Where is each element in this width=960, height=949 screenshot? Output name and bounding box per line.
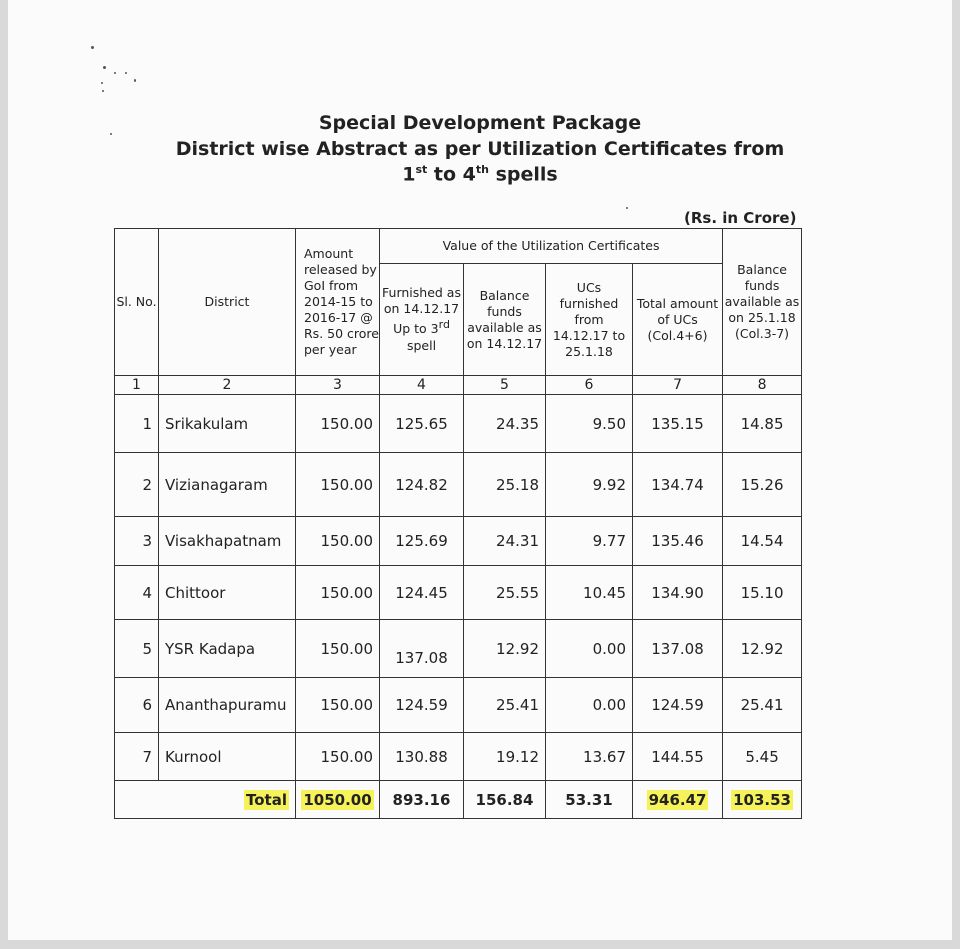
row-balance1: 12.92 [464,620,546,678]
row-balance1: 19.12 [464,733,546,781]
col-number: 5 [464,376,546,395]
row-released: 150.00 [296,678,380,733]
row-balance1: 24.35 [464,395,546,453]
row-furnished: 124.45 [380,566,464,620]
row-sl: 2 [115,453,159,517]
table-row [115,566,802,620]
row-balance2: 14.85 [723,395,802,453]
col-number: 1 [115,376,159,395]
row-balance1: 24.31 [464,517,546,566]
total-row [115,781,802,819]
row-furnished: 124.82 [380,453,464,517]
total-total-cell [633,781,723,819]
table-row [115,517,802,566]
col-number: 2 [159,376,296,395]
row-balance2: 15.10 [723,566,802,620]
header-furnished: Furnished as on 14.12.17 Up to 3rd spell [380,264,464,376]
abstract-table [114,228,802,819]
row-balance2: 14.54 [723,517,802,566]
row-balance2: 12.92 [723,620,802,678]
total-total: 946.47 [648,790,707,809]
unit-note: (Rs. in Crore) [684,209,797,227]
header-value-group: Value of the Utilization Certificates [380,229,723,264]
row-furnished: 125.65 [380,395,464,453]
row-balance1: 25.18 [464,453,546,517]
row-released: 150.00 [296,395,380,453]
row-ucs: 9.77 [546,517,633,566]
row-district: Srikakulam [159,395,296,453]
row-total: 144.55 [633,733,723,781]
table-row [115,733,802,781]
row-released: 150.00 [296,620,380,678]
table-row [115,678,802,733]
row-furnished: 137.08 [380,620,464,678]
total-furnished: 893.16 [380,781,464,819]
title-line-1: Special Development Package [318,112,642,134]
row-balance2: 25.41 [723,678,802,733]
row-total: 135.46 [633,517,723,566]
column-number-row [115,376,802,395]
row-total: 135.15 [633,395,723,453]
row-sl: 6 [115,678,159,733]
row-district: Ananthapuramu [159,678,296,733]
total-released: 1050.00 [303,790,372,809]
row-sl: 3 [115,517,159,566]
total-label-cell [115,781,296,819]
row-total: 137.08 [633,620,723,678]
row-balance1: 25.55 [464,566,546,620]
row-released: 150.00 [296,733,380,781]
total-balance2: 103.53 [733,790,791,809]
row-district: YSR Kadapa [159,620,296,678]
row-district: Visakhapatnam [159,517,296,566]
row-total: 134.74 [633,453,723,517]
row-balance1: 25.41 [464,678,546,733]
row-furnished: 124.59 [380,678,464,733]
row-balance2: 15.26 [723,453,802,517]
header-sl-no: Sl. No. [115,229,159,376]
row-ucs: 9.92 [546,453,633,517]
row-released: 150.00 [296,453,380,517]
row-sl: 1 [115,395,159,453]
row-released: 150.00 [296,517,380,566]
total-balance2-cell [723,781,802,819]
row-district: Vizianagaram [159,453,296,517]
row-sl: 5 [115,620,159,678]
table-row [115,395,802,453]
row-released: 150.00 [296,566,380,620]
row-balance2: 5.45 [723,733,802,781]
total-label: Total [246,790,287,809]
col-number: 3 [296,376,380,395]
row-total: 134.90 [633,566,723,620]
header-balance-1412: Balance funds available as on 14.12.17 [464,264,546,376]
total-ucs: 53.31 [546,781,633,819]
table-row [115,620,802,678]
header-ucs-furnished: UCs furnished from 14.12.17 to 25.1.18 [546,264,633,376]
row-furnished: 130.88 [380,733,464,781]
col-number: 4 [380,376,464,395]
col-number: 6 [546,376,633,395]
row-district: Chittoor [159,566,296,620]
row-sl: 4 [115,566,159,620]
row-ucs: 9.50 [546,395,633,453]
header-total-ucs: Total amount of UCs (Col.4+6) [633,264,723,376]
total-balance1: 156.84 [464,781,546,819]
row-furnished: 125.69 [380,517,464,566]
row-total: 124.59 [633,678,723,733]
row-ucs: 0.00 [546,620,633,678]
row-ucs: 10.45 [546,566,633,620]
title-line-2: District wise Abstract as per Utilization Certificates from [175,138,785,160]
total-released-cell [296,781,380,819]
col-number: 8 [723,376,802,395]
header-balance-2501: Balance funds available as on 25.1.18 (Col.3-7) [723,229,802,376]
table-row [115,453,802,517]
row-ucs: 0.00 [546,678,633,733]
col-number: 7 [633,376,723,395]
row-district: Kurnool [159,733,296,781]
row-ucs: 13.67 [546,733,633,781]
row-sl: 7 [115,733,159,781]
title-line-3: 1st to 4th spells [402,163,558,186]
header-amount-released: Amount released by GoI from 2014-15 to 2016-17 @ Rs. 50 crore per year [296,229,380,376]
header-district: District [159,229,296,376]
